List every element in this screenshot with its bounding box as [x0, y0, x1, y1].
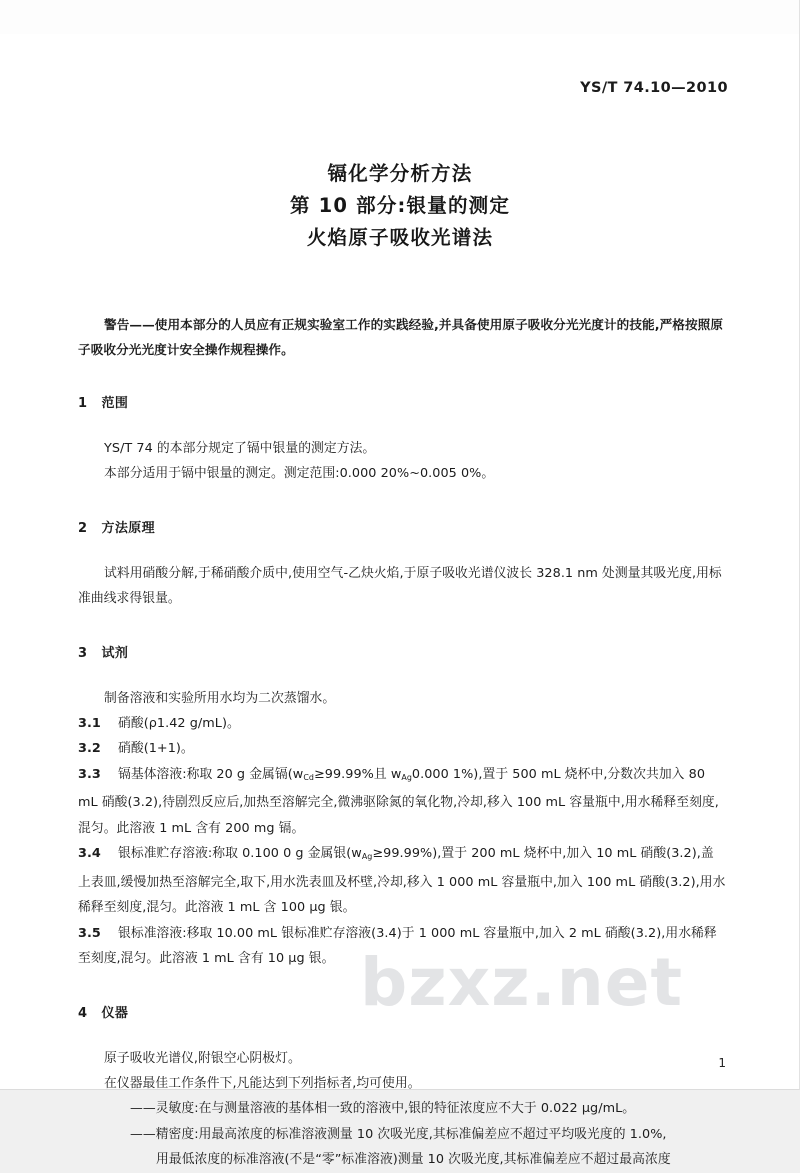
section-4-dash-item-2-cont: 用最低浓度的标准溶液(不是“零”标准溶液)测量 10 次吸光度,其标准偏差应不超过最高浓度: [156, 1152, 671, 1168]
reagent-number-3-5: 3.5: [78, 925, 101, 941]
reagent-item-3-5: [78, 921, 726, 972]
reagent-text-3-3-mid: ≥99.99%且 w: [313, 766, 402, 782]
reagent-sub-ag-2: Ag: [361, 852, 373, 862]
section-4-dash-item-1: ——灵敏度:在与测量溶液的基体相一致的溶液中,银的特征浓度应不大于 0.022 μg/mL。: [130, 1101, 636, 1117]
reagent-sub-cd: Cd: [303, 773, 314, 783]
title-line-1: 镉化学分析方法: [327, 162, 473, 185]
reagent-item-3-1: [78, 711, 726, 736]
reagent-item-3-4: [78, 841, 726, 920]
section-title-4: 仪器: [101, 1005, 129, 1021]
section-3-lead: 制备溶液和实验所用水均为二次蒸馏水。: [104, 690, 336, 706]
reagent-item-3-3: [78, 762, 726, 841]
reagent-number-3-1: 3.1: [78, 716, 101, 732]
section-heading-4: [78, 1002, 726, 1021]
reagent-text-3-3-prefix: 镉基体溶液:称取 20 g 金属镉(w: [118, 766, 304, 782]
section-number-2: 2: [78, 520, 88, 536]
document-body: [78, 312, 726, 1173]
reagent-text-3-5: 银标准溶液:移取 10.00 mL 银标准贮存溶液(3.4)于 1 000 mL 容量瓶中,加入 2 mL 硝酸(3.2),用水稀释至刻度,混匀。此溶液 1 mL 含有 10 μg 银。: [78, 925, 717, 967]
section-heading-2: [78, 517, 726, 536]
section-4-para-1: 原子吸收光谱仪,附银空心阴极灯。: [104, 1050, 301, 1066]
section-title-1: 范围: [101, 396, 129, 411]
page-number: 1: [718, 1056, 726, 1070]
document-title: [0, 158, 800, 254]
title-line-2: 第 10 部分:银量的测定: [289, 194, 511, 217]
section-2-para-1: 试料用硝酸分解,于稀硝酸介质中,使用空气-乙炔火焰,于原子吸收光谱仪波长 328.1 nm 处测量其吸光度,用标准曲线求得银量。: [78, 565, 722, 607]
section-heading-1: [78, 392, 726, 411]
title-line-3: 火焰原子吸收光谱法: [306, 226, 494, 249]
reagent-sub-ag-1: Ag: [401, 773, 412, 783]
section-4-para-2: 在仪器最佳工作条件下,凡能达到下列指标者,均可使用。: [104, 1075, 421, 1091]
reagent-text-3-1: 硝酸(ρ1.42 g/mL)。: [118, 716, 240, 732]
section-number-3: 3: [78, 645, 88, 661]
section-number-4: 4: [78, 1005, 88, 1021]
section-1-para-1: YS/T 74 的本部分规定了镉中银量的测定方法。: [104, 441, 376, 456]
page-top-margin: [0, 0, 800, 34]
standard-number-header: YS/T 74.10—2010: [580, 80, 728, 96]
reagent-text-3-3-tail: 0.000 1%),置于 500 mL 烧杯中,分数次共加入 80 mL 硝酸(3.2),待剧烈反应后,加热至溶解完全,微沸驱除氮的氧化物,冷却,移入 100 mL 容量瓶中,用水稀释至刻度,混匀。此溶液 1 mL 含有 200 mg 镉。: [78, 766, 719, 836]
section-number-1: 1: [78, 396, 88, 411]
reagent-number-3-2: 3.2: [78, 741, 101, 757]
section-heading-3: [78, 642, 726, 661]
reagent-item-3-2: [78, 736, 726, 761]
reagent-text-3-4-prefix: 银标准贮存溶液:称取 0.100 0 g 金属银(w: [118, 846, 362, 862]
section-1-para-2: 本部分适用于镉中银量的测定。测定范围:0.000 20%~0.005 0%。: [104, 466, 495, 482]
reagent-number-3-4: 3.4: [78, 846, 101, 862]
warning-paragraph: 警告——使用本部分的人员应有正规实验室工作的实践经验,并具备使用原子吸收分光光度计的技能,严格按照原子吸收分光光度计安全操作规程操作。: [78, 317, 724, 357]
reagent-number-3-3: 3.3: [78, 766, 101, 782]
section-title-3: 试剂: [101, 645, 129, 661]
section-4-dash-item-2: ——精密度:用最高浓度的标准溶液测量 10 次吸光度,其标准偏差应不超过平均吸光度的 1.0%,: [130, 1126, 667, 1142]
watermark-bzxz: bzxz.net: [360, 944, 684, 1021]
section-title-2: 方法原理: [101, 520, 156, 536]
reagent-text-3-4-tail: ≥99.99%),置于 200 mL 烧杯中,加入 10 mL 硝酸(3.2),盖上表皿,缓慢加热至溶解完全,取下,用水洗表皿及杯壁,冷却,移入 1 000 mL 容量瓶中,加入 100 mL 硝酸(3.2),用水稀释至刻度,混匀。此溶液 1 mL 含 100 μg 银。: [78, 846, 726, 916]
reagent-text-3-2: 硝酸(1+1)。: [118, 741, 194, 757]
